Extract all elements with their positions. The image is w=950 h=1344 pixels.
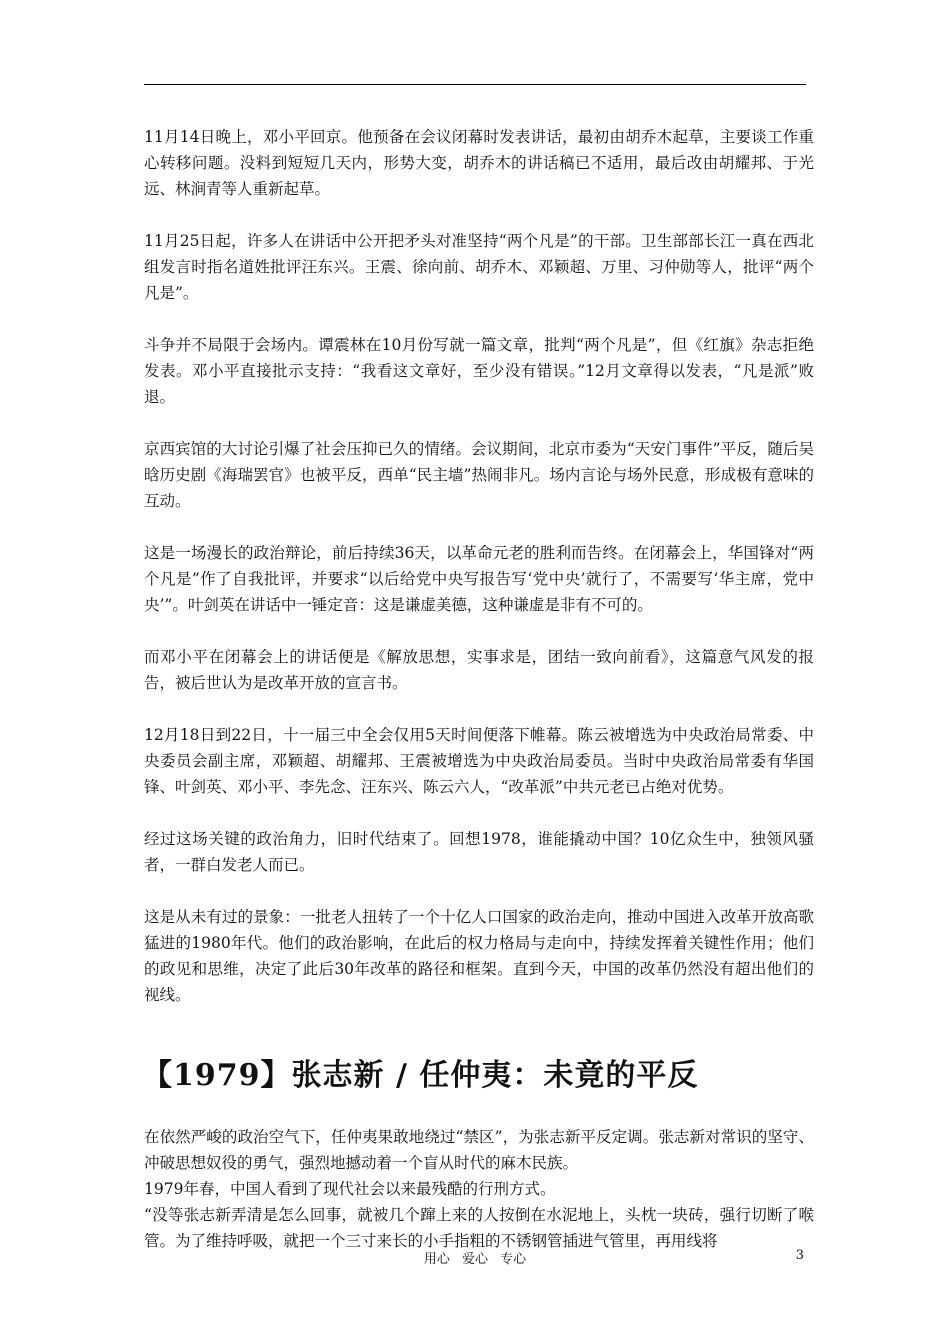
paragraph: 11月25日起，许多人在讲话中公开把矛头对准坚持“两个凡是”的干部。卫生部部长江一真在西北组发言时指名道姓批评汪东兴。王震、徐向前、胡乔木、邓颖超、万里、习仲勋等人，批评“两个凡是”。 (144, 232, 814, 302)
paragraph: 经过这场关键的政治角力，旧时代结束了。回想1978，谁能撬动中国？10亿众生中，独领风骚者，一群白发老人而已。 (144, 830, 814, 874)
paragraph: 而邓小平在闭幕会上的讲话便是《解放思想，实事求是，团结一致向前看》，这篇意气风发的报告，被后世认为是改革开放的宣言书。 (144, 648, 814, 692)
paragraph: 12月18日到22日，十一届三中全会仅用5天时间便落下帷幕。陈云被增选为中央政治局常委、中央委员会副主席，邓颖超、胡耀邦、王震被增选为中央政治局委员。当时中央政治局常委有华国锋、叶剑英、邓小平、李先念、汪东兴、陈云六人，“改革派”中共元老已占绝对优势。 (144, 726, 814, 796)
paragraph: 11月14日晚上，邓小平回京。他预备在会议闭幕时发表讲话，最初由胡乔木起草，主要谈工作重心转移问题。没料到短短几天内，形势大变，胡乔木的讲话稿已不适用，最后改由胡耀邦、于光远、林涧青等人重新起草。 (144, 128, 814, 198)
section-paragraph: “没等张志新弄清是怎么回事，就被几个蹿上来的人按倒在水泥地上，头枕一块砖，强行切断了喉管。为了维持呼吸，就把一个三寸来长的小手指粗的不锈钢管插进气管里，再用线将 (144, 1206, 814, 1250)
header-rule (144, 84, 806, 85)
paragraph: 这是从未有过的景象：一批老人扭转了一个十亿人口国家的政治走向，推动中国进入改革开放高歌猛进的1980年代。他们的政治影响，在此后的权力格局与走向中，持续发挥着关键性作用；他们的政见和思维，决定了此后30年改革的路径和框架。直到今天，中国的改革仍然没有超出他们的视线。 (144, 908, 814, 1004)
page-number: 3 (795, 1248, 804, 1263)
section-heading: 【1979】张志新 / 任仲夷：未竟的平反 (142, 1058, 699, 1093)
paragraph: 斗争并不局限于会场内。谭震林在10月份写就一篇文章，批判“两个凡是”，但《红旗》杂志拒绝发表。邓小平直接批示支持：“我看这文章好，至少没有错误。”12月文章得以发表，“凡是派”败退。 (144, 336, 814, 406)
section-paragraph: 在依然严峻的政治空气下，任仲夷果敢地绕过“禁区”，为张志新平反定调。张志新对常识的坚守、冲破思想奴役的勇气，强烈地撼动着一个盲从时代的麻木民族。 (144, 1128, 814, 1172)
page-footer (0, 1248, 950, 1270)
document-body (144, 124, 814, 1254)
paragraph: 京西宾馆的大讨论引爆了社会压抑已久的情绪。会议期间，北京市委为“天安门事件”平反，随后吴晗历史剧《海瑞罢官》也被平反，西单“民主墙”热闹非凡。场内言论与场外民意，形成极有意味的互动。 (144, 440, 814, 510)
section-paragraph: 1979年春，中国人看到了现代社会以来最残酷的行刑方式。 (144, 1180, 556, 1198)
paragraph: 这是一场漫长的政治辩论，前后持续36天，以革命元老的胜利而告终。在闭幕会上，华国锋对“两个凡是”作了自我批评，并要求“以后给党中央写报告写‘党中央’就行了，不需要写‘华主席，党中央’”。叶剑英在讲话中一锤定音：这是谦虚美德，这种谦虚是非有不可的。 (144, 544, 814, 614)
footer-text: 用心 爱心 专心 (423, 1252, 527, 1267)
